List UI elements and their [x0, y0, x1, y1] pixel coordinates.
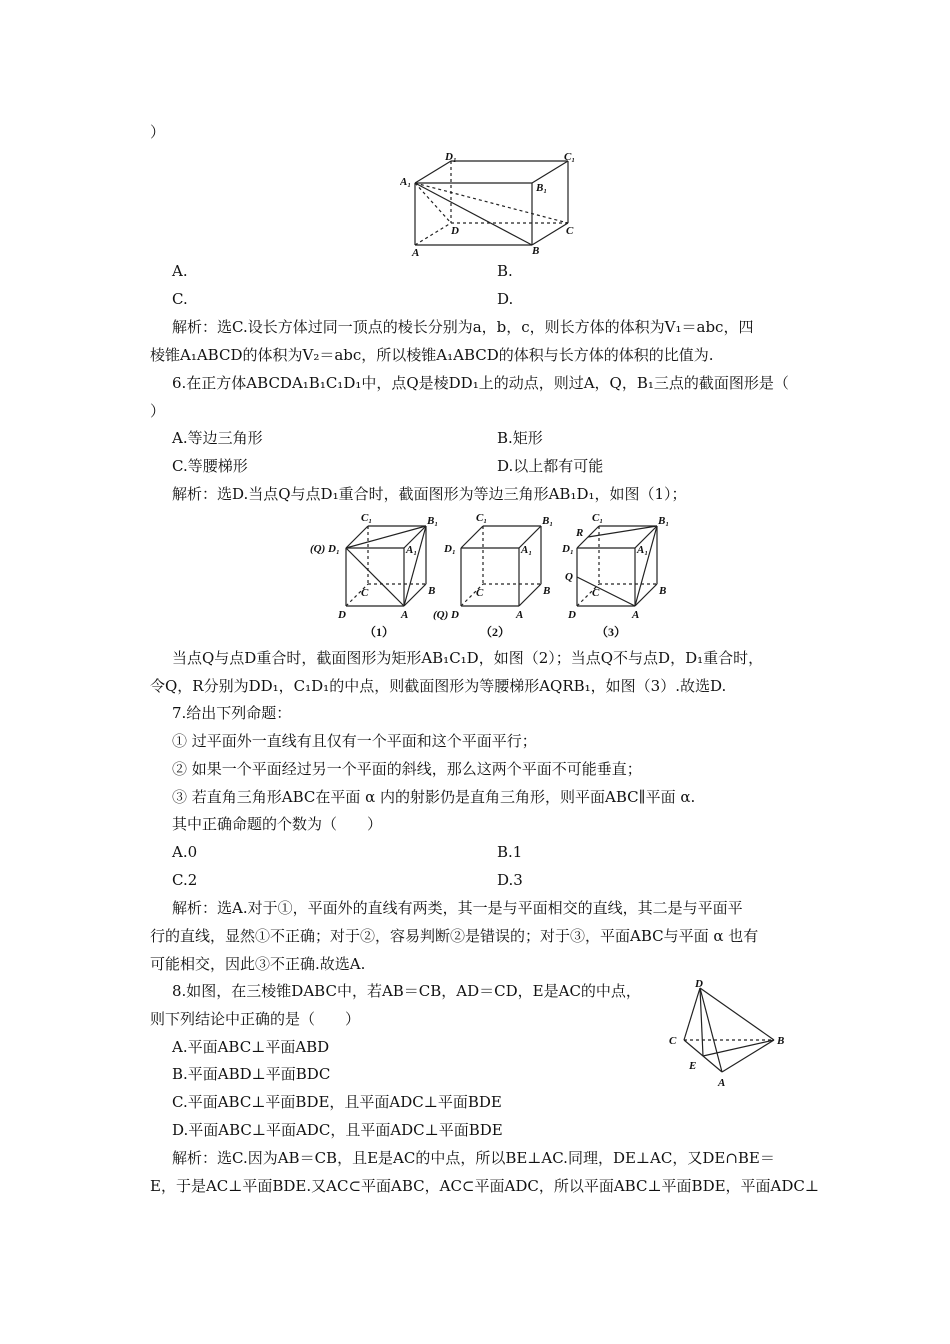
q6-analysis-line-2: 当点Q与点D重合时，截面图形为矩形AB₁C₁D，如图（2）；当点Q不与点D，D₁重合时， — [172, 649, 764, 667]
q6-fig3-label-c1: C₁ — [592, 512, 604, 524]
q8-option-c[interactable]: C.平面ABC⊥平面BDE，且平面ADC⊥平面BDE — [172, 1093, 502, 1111]
q7-prop-1: ① 过平面外一直线有且仅有一个平面和这个平面平行； — [172, 732, 537, 750]
q5-label-d1: D₁ — [445, 151, 457, 163]
q6-fig3-label-q: Q — [565, 571, 573, 583]
q6-fig1-label-d: D — [338, 609, 346, 621]
q5-option-c[interactable]: C. — [172, 290, 188, 308]
q6-fig1-label-c: C — [361, 587, 369, 599]
q8-option-b[interactable]: B.平面ABD⊥平面BDC — [172, 1065, 331, 1083]
q6-fig3-label-d: D — [568, 609, 576, 621]
q6-stem-line-2: ） — [150, 402, 166, 420]
q5-analysis-line-1: 解析：选C.设长方体过同一顶点的棱长分别为a，b，c，则长方体的体积为V₁＝abc，四 — [172, 318, 754, 336]
q6-fig2-label-b1: B₁ — [542, 515, 554, 527]
q7-option-b[interactable]: B.1 — [497, 843, 523, 861]
q8-label-b: B — [777, 1035, 785, 1047]
q5-closing-paren: ） — [150, 123, 166, 141]
q7-stem: 7.给出下列命题： — [172, 704, 292, 722]
q6-analysis-line-1: 解析：选D.当点Q与点D₁重合时，截面图形为等边三角形AB₁D₁，如图（1）； — [172, 485, 687, 503]
q8-analysis-line-1: 解析：选C.因为AB＝CB，且E是AC的中点，所以BE⊥AC.同理，DE⊥AC，又DE∩BE＝ — [172, 1149, 775, 1167]
q5-label-d: D — [451, 225, 459, 237]
q6-fig3-label-d1: D₁ — [562, 543, 574, 555]
q6-fig3-label-c: C — [592, 587, 600, 599]
q6-fig2-label-a: A — [516, 609, 524, 621]
q7-prop-2: ② 如果一个平面经过另一个平面的斜线，那么这两个平面不可能垂直； — [172, 760, 642, 778]
q7-analysis-line-2: 行的直线，显然①不正确；对于②，容易判断②是错误的；对于③，平面ABC与平面 α 也有 — [150, 927, 759, 945]
q7-question: 其中正确命题的个数为（ ） — [172, 815, 383, 833]
q5-label-a: A — [412, 247, 420, 259]
q6-fig3-label-r: R — [576, 527, 584, 539]
q6-fig2-label-q: (Q) — [433, 609, 449, 621]
q8-analysis-line-2: E，于是AC⊥平面BDE.又AC⊂平面ABC，AC⊂平面ADC，所以平面ABC⊥平面BDE，平面ADC⊥ — [150, 1177, 819, 1195]
q6-fig2-label-b: B — [543, 585, 551, 597]
q6-fig1-label-b1: B₁ — [427, 515, 439, 527]
q5-label-c: C — [566, 225, 574, 237]
q6-fig1-label-a1: A₁ — [406, 544, 418, 556]
q6-option-b[interactable]: B.矩形 — [497, 429, 543, 447]
q8-option-a[interactable]: A.平面ABC⊥平面ABD — [172, 1038, 330, 1056]
q7-prop-3: ③ 若直角三角形ABC在平面 α 内的射影仍是直角三角形，则平面ABC∥平面 α. — [172, 788, 696, 806]
q5-option-a[interactable]: A. — [172, 262, 188, 280]
q5-label-c1: C₁ — [564, 151, 576, 163]
q8-stem-line-2: 则下列结论中正确的是（ ） — [150, 1010, 361, 1028]
q8-label-e: E — [689, 1060, 697, 1072]
q6-fig1-label-a: A — [401, 609, 409, 621]
q7-option-c[interactable]: C.2 — [172, 871, 198, 889]
q6-fig2-label-d1: D₁ — [444, 543, 456, 555]
q6-fig1-label-b: B — [428, 585, 436, 597]
q5-label-b: B — [532, 245, 540, 257]
q6-fig1-caption: （1） — [364, 625, 395, 639]
q5-analysis-line-2: 棱锥A₁ABCD的体积为V₂＝abc，所以棱锥A₁ABCD的体积与长方体的体积的比值为. — [150, 346, 714, 364]
q7-analysis-line-1: 解析：选A.对于①，平面外的直线有两类，其一是与平面相交的直线，其二是与平面平 — [172, 899, 743, 917]
q6-fig1-label-d1: D₁ — [328, 543, 340, 555]
q6-fig1-label-c1: C₁ — [361, 512, 373, 524]
q6-fig3-label-b: B — [659, 585, 667, 597]
q6-fig3-caption: （3） — [596, 625, 627, 639]
q5-label-a1: A₁ — [400, 176, 412, 188]
q7-option-a[interactable]: A.0 — [172, 843, 198, 861]
q6-fig2-label-c: C — [476, 587, 484, 599]
q8-label-a: A — [718, 1077, 726, 1089]
q6-fig2-label-c1: C₁ — [476, 512, 488, 524]
q6-fig2-caption: （2） — [480, 625, 511, 639]
q8-option-d[interactable]: D.平面ABC⊥平面ADC，且平面ADC⊥平面BDE — [172, 1121, 503, 1139]
q6-fig3-label-a1: A₁ — [637, 544, 649, 556]
q6-fig3-label-b1: B₁ — [658, 515, 670, 527]
q5-option-d[interactable]: D. — [497, 290, 514, 308]
q8-label-d: D — [695, 980, 703, 990]
q6-stem-line-1: 6.在正方体ABCDA₁B₁C₁D₁中，点Q是棱DD₁上的动点，则过A，Q，B₁三点的截面图形是（ — [172, 374, 789, 392]
q6-option-c[interactable]: C.等腰梯形 — [172, 457, 248, 475]
q6-cube-figures — [300, 508, 690, 643]
q7-analysis-line-3: 可能相交，因此③不正确.故选A. — [150, 955, 366, 973]
q6-option-a[interactable]: A.等边三角形 — [172, 429, 263, 447]
q7-option-d[interactable]: D.3 — [497, 871, 523, 889]
q5-option-b[interactable]: B. — [497, 262, 513, 280]
q8-label-c: C — [669, 1035, 677, 1047]
q6-fig2-label-a1: A₁ — [521, 544, 533, 556]
q8-stem-line-1: 8.如图，在三棱锥DABC中，若AB＝CB，AD＝CD，E是AC的中点， — [172, 982, 641, 1000]
q6-analysis-line-3: 令Q，R分别为DD₁，C₁D₁的中点，则截面图形为等腰梯形AQRB₁，如图（3）.故选D. — [150, 677, 727, 695]
q6-option-d[interactable]: D.以上都有可能 — [497, 457, 604, 475]
q8-pyramid-figure — [662, 980, 802, 1098]
q6-fig3-label-a: A — [632, 609, 640, 621]
q6-fig2-label-d: D — [451, 609, 459, 621]
q5-label-b1: B₁ — [536, 182, 548, 194]
q6-fig1-label-q: (Q) — [310, 543, 326, 555]
q5-cuboid-figure — [400, 148, 590, 260]
